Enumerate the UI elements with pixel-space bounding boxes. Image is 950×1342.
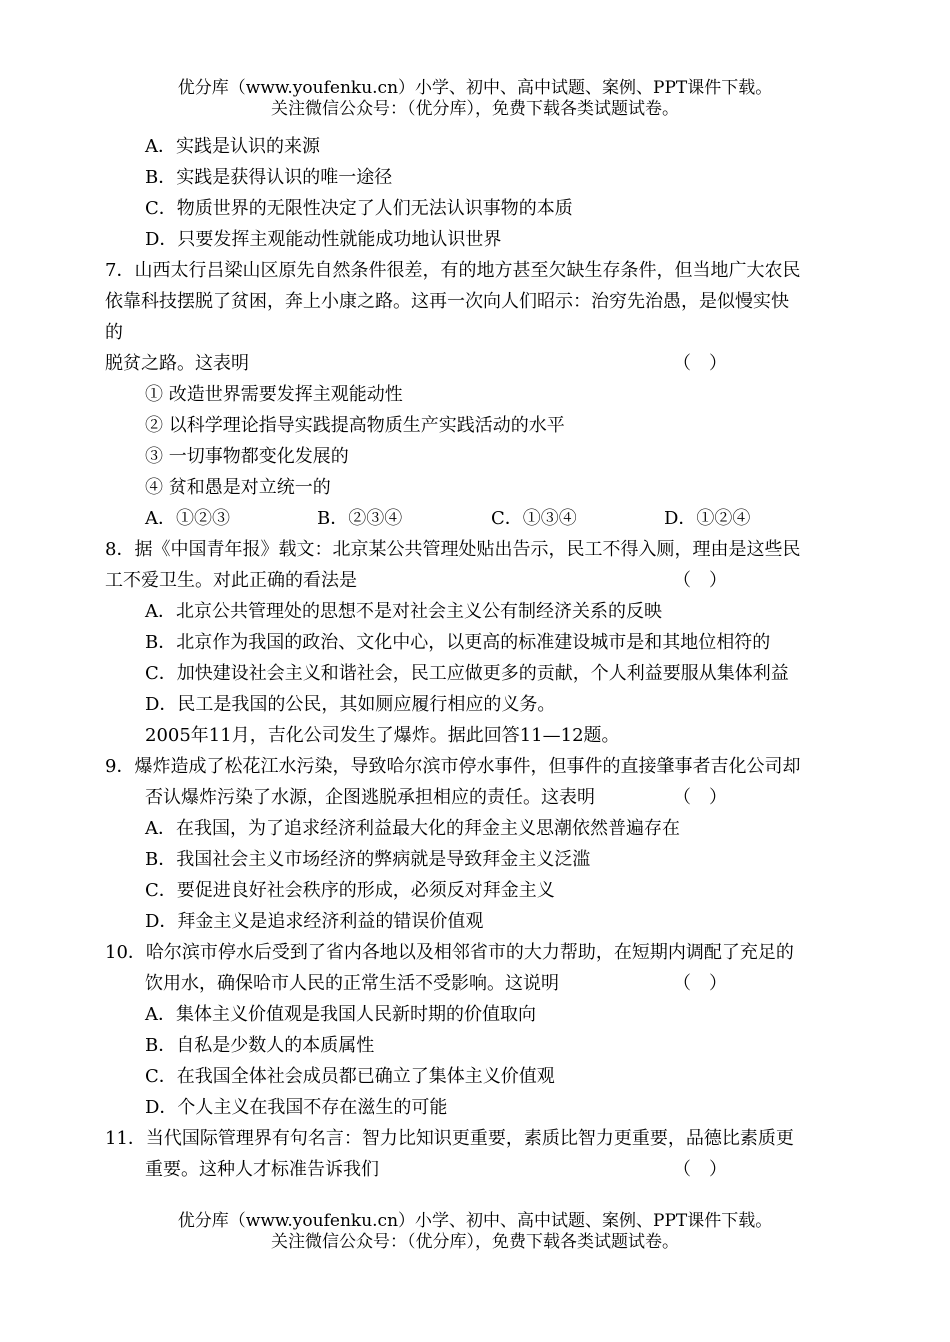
q9-option-b: B．我国社会主义市场经济的弊病就是导致拜金主义泛滥 [145,849,591,870]
q10-option-b: B．自私是少数人的本质属性 [145,1035,375,1056]
q7-option-a: A．①②③ [145,508,230,529]
q7-statement-3: ③ 一切事物都变化发展的 [145,446,349,467]
q8-stem-line-1: 8．据《中国青年报》载文：北京某公共管理处贴出告示，民工不得入厕，理由是这些民 [105,539,801,560]
q7-stem-line-1: 7．山西太行吕梁山区原先自然条件很差，有的地方甚至欠缺生存条件，但当地广大农民 [105,260,801,281]
q10-option-a: A．集体主义价值观是我国人民新时期的价值取向 [145,1004,536,1025]
q7-statement-1: ① 改造世界需要发挥主观能动性 [145,384,403,405]
q9-stem-line-2: 否认爆炸污染了水源，企图逃脱承担相应的责任。这表明 [145,787,595,808]
q9-option-c: C．要促进良好社会秩序的形成，必须反对拜金主义 [145,880,555,901]
q7-option-b: B．②③④ [317,508,403,529]
q11-stem-line-1: 11．当代国际管理界有句名言：智力比知识更重要，素质比智力更重要，品德比素质更 [105,1128,794,1149]
q10-stem-line-1: 10．哈尔滨市停水后受到了省内各地以及相邻省市的大力帮助，在短期内调配了充足的 [105,942,794,963]
q11-answer-blank: （ ） [673,1159,727,1180]
q6-option-c: C．物质世界的无限性决定了人们无法认识事物的本质 [145,198,573,219]
q8-stem-line-2: 工不爱卫生。对此正确的看法是 [105,570,357,591]
section-intro: 2005年11月，吉化公司发生了爆炸。据此回答11—12题。 [145,725,620,746]
q7-option-c: C．①③④ [491,508,577,529]
q6-option-a: A．实践是认识的来源 [145,136,320,157]
q6-option-b: B．实践是获得认识的唯一途径 [145,167,393,188]
q7-option-d: D．①②④ [664,508,751,529]
q8-option-a: A．北京公共管理处的思想不是对社会主义公有制经济关系的反映 [145,601,662,622]
q10-stem-line-2: 饮用水，确保哈市人民的正常生活不受影响。这说明 [145,973,559,994]
q7-answer-blank: （ ） [673,353,727,374]
q8-option-c: C．加快建设社会主义和谐社会，民工应做更多的贡献，个人利益要服从集体利益 [145,663,789,684]
page-footer-line-1: 优分库（www.youfenku.cn）小学、初中、高中试题、案例、PPT课件下载。 [177,1211,773,1231]
q10-option-d: D．个人主义在我国不存在滋生的可能 [145,1097,448,1118]
q9-stem-line-1: 9．爆炸造成了松花江水污染，导致哈尔滨市停水事件，但事件的直接肇事者吉化公司却 [105,756,801,777]
q7-statement-4: ④ 贫和愚是对立统一的 [145,477,331,498]
q10-option-c: C．在我国全体社会成员都已确立了集体主义价值观 [145,1066,555,1087]
q7-stem-line-3: 的 [105,322,123,343]
q8-option-b: B．北京作为我国的政治、文化中心，以更高的标准建设城市是和其地位相符的 [145,632,771,653]
q11-stem-line-2: 重要。这种人才标准告诉我们 [145,1159,379,1180]
q7-stem-line-4: 脱贫之路。这表明 [105,353,249,374]
q9-answer-blank: （ ） [673,787,727,808]
page-header-line-2: 关注微信公众号：（优分库），免费下载各类试题试卷。 [271,99,679,119]
q9-option-d: D．拜金主义是追求经济利益的错误价值观 [145,911,484,932]
q8-answer-blank: （ ） [673,570,727,591]
q6-option-d: D．只要发挥主观能动性就能成功地认识世界 [145,229,502,250]
q10-answer-blank: （ ） [673,973,727,994]
q7-stem-line-2: 依靠科技摆脱了贫困，奔上小康之路。这再一次向人们昭示：治穷先治愚，是似慢实快 [105,291,789,312]
q7-statement-2: ② 以科学理论指导实践提高物质生产实践活动的水平 [145,415,565,436]
page-footer-line-2: 关注微信公众号：（优分库），免费下载各类试题试卷。 [271,1232,679,1252]
page-header-line-1: 优分库（www.youfenku.cn）小学、初中、高中试题、案例、PPT课件下载。 [177,78,773,98]
q8-option-d: D．民工是我国的公民，其如厕应履行相应的义务。 [145,694,556,715]
q9-option-a: A．在我国，为了追求经济利益最大化的拜金主义思潮依然普遍存在 [145,818,680,839]
